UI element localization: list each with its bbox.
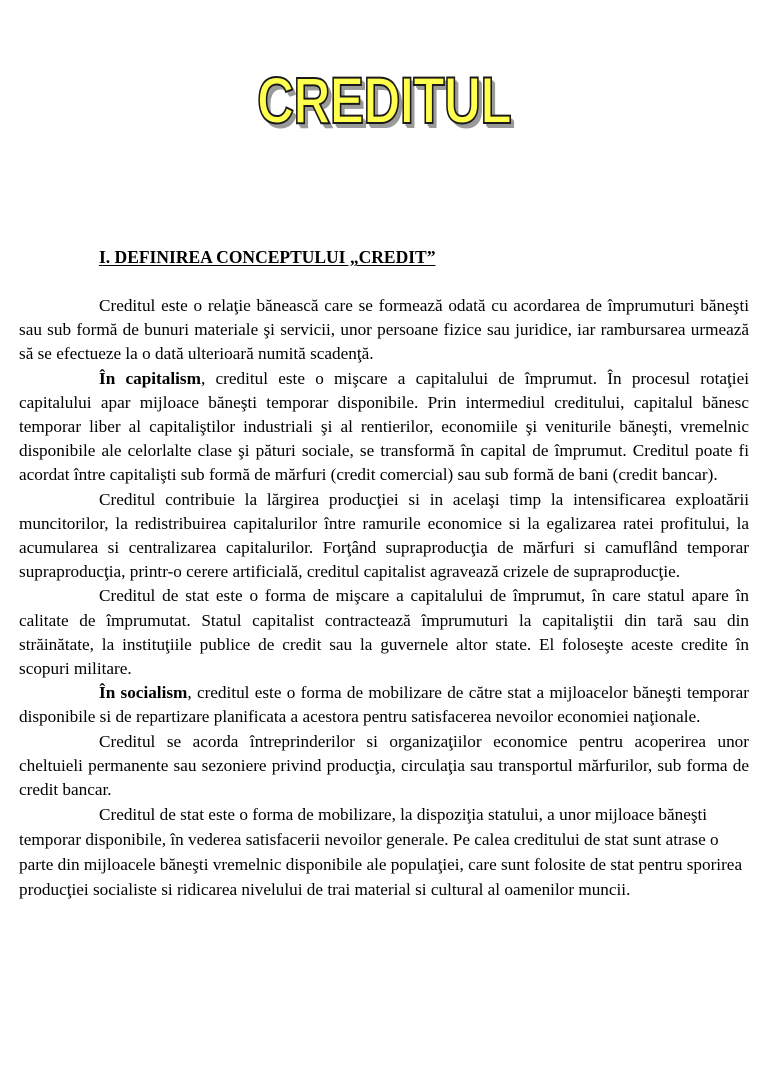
- document-body: [19, 294, 749, 902]
- paragraph-enterprise-credit: Creditul se acorda întreprinderilor si organizaţiilor economice pentru acoperirea unor cheltuieli permanente sau sezoniere privind producţia, circulaţia sau transportul mărfurilor, sub forma de credit bancar.: [19, 731, 749, 800]
- paragraph-capitalism: [19, 367, 749, 488]
- section-heading: I. DEFINIREA CONCEPTULUI „CREDIT”: [99, 247, 436, 267]
- paragraph-state-credit-socialist: Creditul de stat este o forma de mobilizare, la dispoziţia statului, a unor mijloace băneşti temporar disponibile, în vederea satisfacerii nevoilor generale. Pe calea creditului de stat sunt atrase o parte din mijloacele băneşti vremelnic disponibile ale populaţiei, care sunt folosite de stat pentru sporirea producţiei socialiste si ridicarea nivelului de trai material si cultural al oamenilor muncii.: [19, 805, 743, 900]
- paragraph-credit-effects: Creditul contribuie la lărgirea producţiei si in acelaşi timp la intensificarea exploatării muncitorilor, la redistribuirea capitalurilor între ramurile economice si la egalizarea ratei profitului, la acumularea si centralizarea capitalurilor. Forţând supraproducţia de mărfuri si camuflând temporar supraproducţia, printr-o cerere artificială, creditul capitalist agravează crizele de supraproducţie.: [19, 489, 749, 582]
- paragraph-socialism-text: , creditul este o forma de mobilizare de către stat a mijloacelor băneşti temporar disponibile si de repartizare planificata a acestora pentru satisfacerea nevoilor economiei naţionale.: [19, 683, 749, 727]
- paragraph-capitalism-lead: În capitalism: [99, 368, 201, 388]
- paragraph-state-credit-capitalist: Creditul de stat este o forma de mişcare a capitalului de împrumut, în care statul apare în calitate de împrumutat. Statul capitalist contractează împrumuturi la capitaliştii din tară sau din străinătate, la instituţiile publice de credit sau la guvernele altor state. El foloseşte aceste credite în scopuri militare.: [19, 586, 749, 679]
- paragraph-capitalism-text: , creditul este o mişcare a capitalului de împrumut. În procesul rotaţiei capitalului apar mijloace băneşti temporar disponibile. Prin intermediul creditului, capitalul bănesc temporar liber al capitaliştilor industriali şi al rentierilor, economiile şi veniturile băneşti, vremelnic disponibile ale celorlalte clase şi pături sociale, se transformă în capital de împrumut. Creditul poate fi acordat între capitalişti sub formă de mărfuri (credit comercial) sau sub formă de bani (credit bancar).: [19, 368, 749, 485]
- paragraph-definition: Creditul este o relaţie bănească care se formează odată cu acordarea de împrumuturi băneşti sau sub formă de bunuri materiale şi servicii, unor persoane fizice sau juridice, iar rambursarea urmează să se efectueze la o dată ulterioară numită scadenţă.: [19, 296, 749, 364]
- paragraph-socialism-lead: În socialism: [99, 683, 188, 703]
- document-title: CREDITUL: [256, 63, 512, 137]
- paragraph-socialism: [19, 681, 749, 729]
